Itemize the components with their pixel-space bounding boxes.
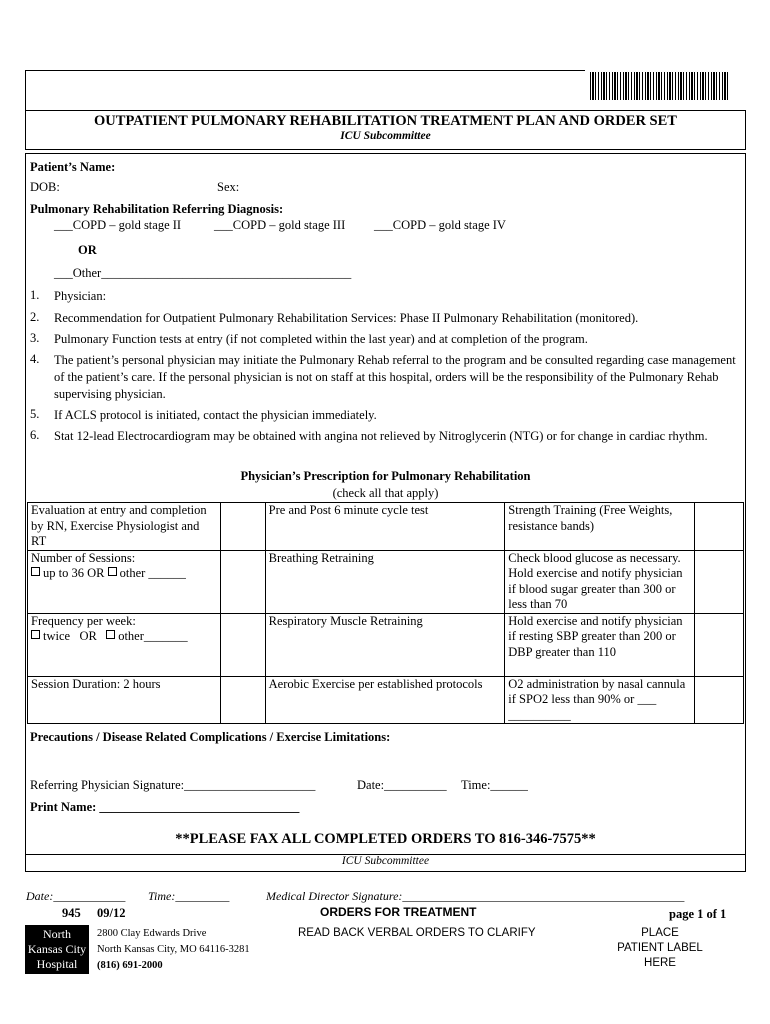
- hospital-logo: [25, 925, 89, 974]
- table-row: [28, 613, 744, 676]
- item-number: 2.: [30, 310, 40, 324]
- rx-oxygen[interactable]: O2 administration by nasal cannula if SPO2 less than 90% or ___ __________: [505, 676, 695, 724]
- rx-check-box[interactable]: [695, 676, 744, 724]
- hospital-logo-line: Kansas City: [27, 942, 87, 956]
- frequency-or: OR: [79, 629, 97, 643]
- frequency-label: Frequency per week:: [31, 613, 136, 628]
- or-label: OR: [78, 243, 97, 257]
- frequency-option-twice[interactable]: twice: [43, 629, 71, 643]
- diagnosis-label: Pulmonary Rehabilitation Referring Diagnosis:: [30, 202, 284, 216]
- address-line: North Kansas City, MO 64116-3281: [97, 944, 250, 955]
- item-text: If ACLS protocol is initiated, contact the physician immediately.: [54, 408, 377, 422]
- rx-duration: Session Duration: 2 hours: [28, 676, 221, 724]
- director-signature-field[interactable]: Medical Director Signature:_______________________________________________: [266, 889, 685, 903]
- rx-check-box[interactable]: [220, 503, 265, 551]
- rx-strength-training[interactable]: Strength Training (Free Weights, resistance bands): [505, 503, 695, 551]
- address-line: 2800 Clay Edwards Drive: [97, 928, 207, 939]
- dob-label: DOB:: [30, 180, 60, 194]
- signature-date-field[interactable]: Date:__________: [357, 778, 447, 792]
- table-row: [28, 550, 744, 613]
- frequency-options: [31, 629, 217, 645]
- checkbox[interactable]: [31, 567, 40, 576]
- item-number: 5.: [30, 407, 40, 421]
- sessions-option-36[interactable]: up to 36 OR: [43, 566, 105, 580]
- checkbox[interactable]: [31, 630, 40, 639]
- rx-breathing[interactable]: Breathing Retraining: [265, 550, 505, 613]
- title-text: OUTPATIENT PULMONARY REHABILITATION TREATMENT PLAN AND ORDER SET: [94, 113, 677, 129]
- rx-check-box[interactable]: [220, 676, 265, 724]
- rx-cycle-test[interactable]: Pre and Post 6 minute cycle test: [265, 503, 505, 551]
- prescription-subheading: (check all that apply): [332, 486, 439, 500]
- barcode: [590, 72, 728, 100]
- hospital-phone: (816) 691-2000: [97, 960, 163, 971]
- item-text: Stat 12-lead Electrocardiogram may be obtained with angina not relieved by Nitroglycerin (NTG) or for change in cardiac rhythm.: [54, 429, 708, 443]
- header-left-border: [25, 70, 26, 110]
- rx-aerobic[interactable]: Aerobic Exercise per established protocols: [265, 676, 505, 724]
- checkbox[interactable]: [106, 630, 115, 639]
- checkbox[interactable]: [108, 567, 117, 576]
- table-row: [28, 503, 744, 551]
- table-row: [28, 676, 744, 724]
- frequency-option-other[interactable]: other_______: [118, 629, 188, 643]
- sessions-options: [31, 566, 217, 582]
- rx-respiratory[interactable]: Respiratory Muscle Retraining: [265, 613, 505, 676]
- subtitle-text: ICU Subcommittee: [340, 130, 431, 142]
- readback-notice: READ BACK VERBAL ORDERS TO CLARIFY: [298, 927, 536, 939]
- item-text: The patient’s personal physician may initiate the Pulmonary Rehab referral to the program and be consulted regarding case management of the patient’s care. If the personal physician is not on staff at this hospital, orders will be the responsibility of the Pulmonary Rehab supervising physician.: [54, 353, 736, 401]
- sessions-option-other[interactable]: other ______: [119, 566, 186, 580]
- page-title: [25, 113, 746, 142]
- item-number: 3.: [30, 331, 40, 345]
- hospital-address: [97, 926, 250, 974]
- footer-date-field[interactable]: Date:____________: [26, 889, 126, 903]
- orders-heading: ORDERS FOR TREATMENT: [320, 905, 477, 919]
- item-number: 6.: [30, 428, 40, 442]
- diagnosis-other-field[interactable]: ___Other________________________________________: [54, 266, 352, 280]
- item-number: 4.: [30, 352, 40, 366]
- form-date: 09/12: [97, 906, 126, 920]
- diagnosis-option-stage-3[interactable]: ___COPD – gold stage III: [214, 218, 346, 232]
- item-number: 1.: [30, 288, 40, 302]
- print-name-field[interactable]: Print Name: ________________________________: [30, 800, 300, 814]
- diagnosis-option-stage-2[interactable]: ___COPD – gold stage II: [54, 218, 182, 232]
- prescription-heading: Physician’s Prescription for Pulmonary Rehabilitation: [240, 469, 531, 483]
- rx-sessions: [28, 550, 221, 613]
- patient-name-label: Patient’s Name:: [30, 160, 116, 174]
- rx-evaluation: Evaluation at entry and completion by RN, Exercise Physiologist and RT: [28, 503, 221, 551]
- precautions-label: Precautions / Disease Related Complications / Exercise Limitations:: [30, 730, 391, 744]
- label-line: PATIENT LABEL: [617, 942, 703, 954]
- hospital-logo-line: Hospital: [36, 957, 78, 971]
- hospital-logo-line: North: [43, 927, 71, 941]
- rx-check-box[interactable]: [695, 550, 744, 613]
- diagnosis-option-stage-4[interactable]: ___COPD – gold stage IV: [374, 218, 506, 232]
- header-rule: [25, 70, 585, 71]
- fax-instruction: **PLEASE FAX ALL COMPLETED ORDERS TO 816-346-7575**: [175, 831, 596, 847]
- rx-check-box[interactable]: [220, 613, 265, 676]
- rx-check-box[interactable]: [220, 550, 265, 613]
- physician-signature-field[interactable]: Referring Physician Signature:_____________________: [30, 778, 316, 792]
- rx-glucose[interactable]: Check blood glucose as necessary. Hold exercise and notify physician if blood sugar greater than 300 or less than 70: [505, 550, 695, 613]
- footer-time-field[interactable]: Time:_________: [148, 889, 230, 903]
- patient-label-area: [600, 926, 720, 971]
- rx-frequency: [28, 613, 221, 676]
- rx-check-box[interactable]: [695, 613, 744, 676]
- label-line: HERE: [644, 957, 676, 969]
- fax-subtitle: ICU Subcommittee: [341, 855, 430, 867]
- page-number: page 1 of 1: [669, 907, 727, 921]
- label-line: PLACE: [641, 927, 679, 939]
- prescription-table: [27, 502, 744, 724]
- signature-time-field[interactable]: Time:______: [461, 778, 528, 792]
- item-text: Pulmonary Function tests at entry (if not completed within the last year) and at completion of the program.: [54, 332, 588, 346]
- sex-label: Sex:: [217, 180, 240, 194]
- sessions-label: Number of Sessions:: [31, 550, 136, 565]
- form-number: 945: [62, 906, 81, 920]
- item-text: Physician:: [54, 289, 107, 303]
- rx-check-box[interactable]: [695, 503, 744, 551]
- item-text: Recommendation for Outpatient Pulmonary Rehabilitation Services: Phase II Pulmonary Rehabilitation (monitored).: [54, 311, 639, 325]
- rx-blood-pressure[interactable]: Hold exercise and notify physician if resting SBP greater than 200 or DBP greater than 110: [505, 613, 695, 676]
